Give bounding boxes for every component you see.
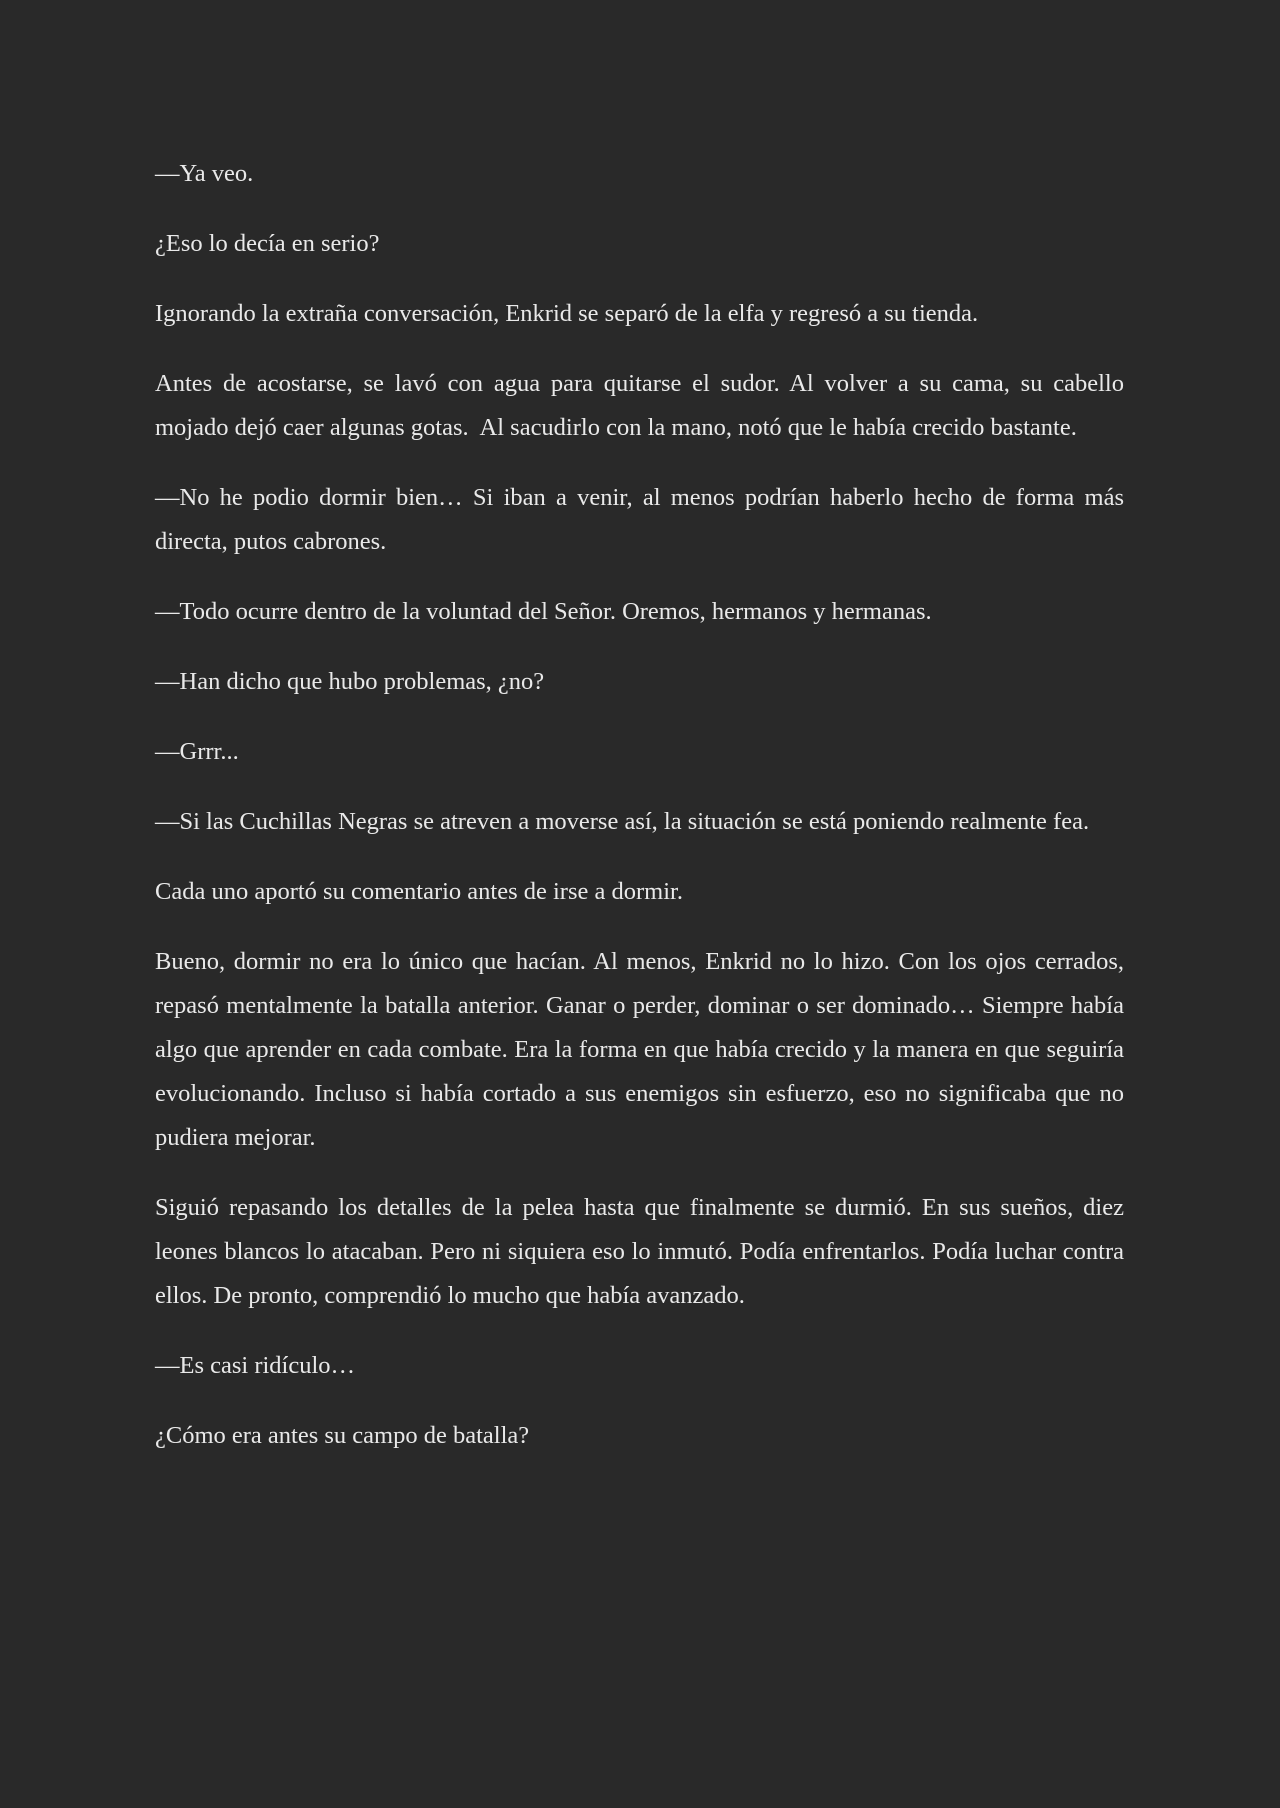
paragraph: Antes de acostarse, se lavó con agua para quitarse el sudor. Al volver a su cama, su cabello mojado dejó caer algunas gotas. Al sacudirlo con la mano, notó que le había crecido bastante. [155,370,1131,441]
paragraph: Siguió repasando los detalles de la pelea hasta que finalmente se durmió. En sus sueños, diez leones blancos lo atacaban. Pero ni siquiera eso lo inmutó. Podía enfrentarlos. Podía luchar contra ellos. De pronto, comprendió lo mucho que había avanzado. [155,1194,1131,1309]
paragraph-dialogue: —No he podio dormir bien… Si iban a venir, al menos podrían haberlo hecho de forma más directa, putos cabrones. [155,484,1131,555]
paragraph-dialogue: —Grrr... [155,738,239,765]
paragraph-dialogue: —Si las Cuchillas Negras se atreven a moverse así, la situación se está poniendo realmente fea. [155,808,1090,835]
paragraph: ¿Cómo era antes su campo de batalla? [155,1422,530,1449]
paragraph-dialogue: —Todo ocurre dentro de la voluntad del Señor. Oremos, hermanos y hermanas. [155,598,932,625]
paragraph-dialogue: —Es casi ridículo… [155,1352,356,1379]
paragraph: ¿Eso lo decía en serio? [155,230,380,257]
paragraph: Ignorando la extraña conversación, Enkrid se separó de la elfa y regresó a su tienda. [155,300,979,327]
paragraph-dialogue: —Han dicho que hubo problemas, ¿no? [155,668,545,695]
paragraph: Bueno, dormir no era lo único que hacían. Al menos, Enkrid no lo hizo. Con los ojos cerrados, repasó mentalmente la batalla anterior. Ganar o perder, dominar o ser dominado… Siempre había algo que aprender en cada combate. Era la forma en que había crecido y la manera en que seguiría evolucionando. Incluso si había cortado a sus enemigos sin esfuerzo, eso no significaba que no pudiera mejorar. [155,948,1131,1151]
document-page [155,152,1131,1484]
paragraph: Cada uno aportó su comentario antes de irse a dormir. [155,878,683,905]
paragraph-dialogue: —Ya veo. [155,160,254,187]
